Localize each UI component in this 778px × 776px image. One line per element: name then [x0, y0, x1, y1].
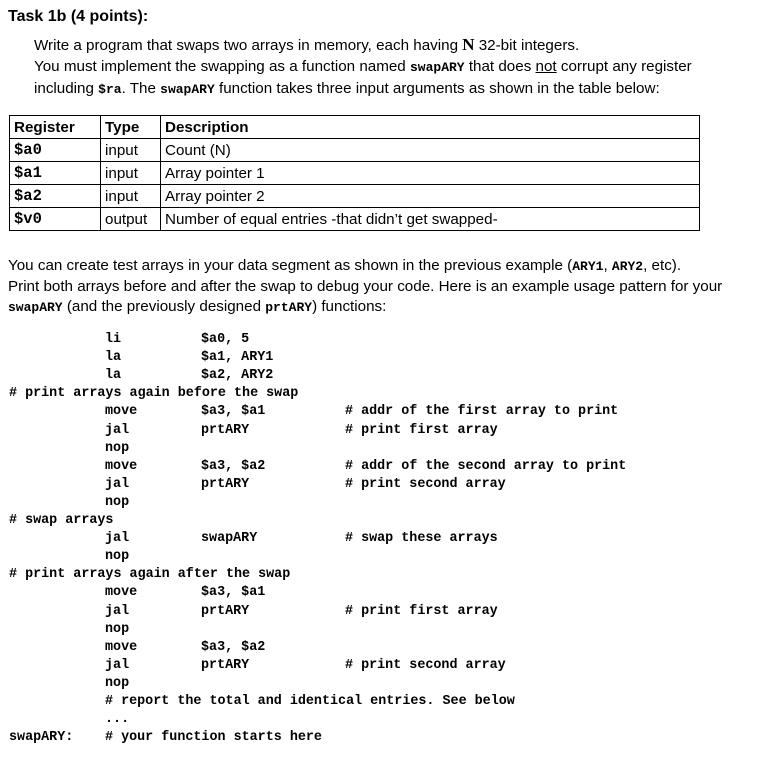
code-instr: nop	[105, 440, 130, 456]
code-instr: jal	[105, 531, 130, 547]
code-label: # print arrays again before the swap	[9, 386, 299, 402]
table-row	[10, 162, 700, 185]
code-args: prtARY	[201, 657, 250, 673]
code-instr: nop	[105, 621, 130, 637]
emphasis-not: not	[535, 58, 557, 75]
intro-text: that does	[464, 58, 536, 75]
code-args: $a3, $a1	[201, 585, 266, 601]
intro-text: corrupt any register	[556, 58, 692, 75]
paragraph-line-1	[8, 256, 773, 277]
code-instr: # report the total and identical entries. See below	[105, 694, 515, 709]
intro-text: 32-bit integers.	[474, 37, 580, 54]
intro-text: You must implement the swapping as a function named	[34, 58, 410, 75]
code-instr: jal	[105, 603, 130, 619]
intro-line-3	[34, 78, 692, 100]
code-instr: move	[105, 404, 138, 420]
type-cell: input	[101, 139, 161, 162]
code-instr: jal	[105, 476, 130, 492]
register-name: $ra	[98, 82, 122, 97]
code-args: prtARY	[201, 603, 250, 619]
table-row	[10, 208, 700, 231]
intro-line-2	[34, 56, 692, 78]
code-args: $a3, $a2	[201, 458, 266, 474]
register-cell: $a0	[10, 139, 101, 162]
code-comment: # print second array	[345, 657, 506, 673]
code-comment: # swap these arrays	[345, 531, 498, 547]
code-instr: move	[105, 458, 138, 474]
paragraph-text: You can create test arrays in your data segment as shown in the previous example (	[8, 257, 573, 274]
intro-text: Write a program that swaps two arrays in memory, each having	[34, 37, 463, 54]
function-name: swapARY	[8, 300, 63, 315]
column-header: Type	[101, 116, 161, 139]
column-header: Register	[10, 116, 101, 139]
intro-text: function takes three input arguments as shown in the table below:	[214, 80, 660, 97]
code-args: prtARY	[201, 422, 250, 438]
code-label: swapARY:	[9, 730, 74, 746]
code-instr: nop	[105, 549, 130, 565]
type-cell: output	[101, 208, 161, 231]
code-label: # swap arrays	[9, 513, 114, 528]
column-header: Description	[161, 116, 700, 139]
code-comment: # addr of the second array to print	[345, 458, 627, 474]
code-instr: jal	[105, 422, 130, 438]
paragraph-text: , etc).	[643, 257, 682, 274]
table-header-row	[10, 116, 700, 139]
task-intro	[34, 34, 692, 100]
array-name: ARY1	[572, 259, 604, 274]
function-name: swapARY	[160, 82, 215, 97]
type-cell: input	[101, 162, 161, 185]
description-cell: Count (N)	[161, 139, 700, 162]
paragraph-line-2: Print both arrays before and after the swap to debug your code. Here is an example usage pattern for your	[8, 278, 723, 295]
code-instr: la	[105, 350, 122, 366]
intro-text: . The	[121, 80, 161, 97]
code-label: # print arrays again after the swap	[9, 567, 291, 583]
function-name: swapARY	[409, 60, 465, 75]
task-title: Task 1b (4 points):	[8, 8, 149, 25]
code-comment: # addr of the first array to print	[345, 404, 619, 420]
table-row	[10, 185, 700, 208]
register-cell: $v0	[10, 208, 101, 231]
description-cell: Array pointer 2	[161, 185, 700, 208]
code-comment: # print first array	[345, 603, 498, 619]
description-cell: Number of equal entries -that didn’t get swapped-	[161, 208, 700, 231]
code-instr: ...	[105, 712, 130, 728]
register-table	[9, 115, 700, 231]
paragraph-text: ,	[603, 257, 612, 274]
code-args: $a0, 5	[201, 332, 250, 347]
code-instr: move	[105, 639, 138, 655]
register-cell: $a2	[10, 185, 101, 208]
code-comment: # print first array	[345, 422, 498, 438]
code-instr: move	[105, 585, 138, 601]
code-instr: nop	[105, 494, 130, 510]
description-cell: Array pointer 1	[161, 162, 700, 185]
type-cell: input	[101, 185, 161, 208]
array-name: ARY2	[611, 259, 644, 274]
code-instr: nop	[105, 675, 130, 691]
paragraph-line-3	[8, 297, 773, 318]
table-row	[10, 139, 700, 162]
code-args: swapARY	[201, 531, 258, 547]
code-instr: li	[105, 332, 122, 347]
usage-paragraph	[8, 256, 773, 318]
code-args: $a2, ARY2	[201, 368, 274, 384]
paragraph-text: ) functions:	[312, 298, 387, 315]
intro-text: including	[34, 80, 99, 97]
paragraph-text: (and the previously designed	[62, 298, 266, 315]
code-instr: # your function starts here	[105, 730, 322, 746]
function-name: prtARY	[265, 300, 313, 315]
intro-line-1	[34, 34, 692, 56]
code-args: prtARY	[201, 476, 250, 492]
n-symbol: N	[462, 35, 475, 54]
code-args: $a1, ARY1	[201, 350, 274, 366]
code-instr: la	[105, 368, 122, 384]
code-comment: # print second array	[345, 476, 506, 492]
code-instr: jal	[105, 657, 130, 673]
code-args: $a3, $a2	[201, 639, 266, 655]
register-cell: $a1	[10, 162, 101, 185]
code-args: $a3, $a1	[201, 404, 266, 420]
